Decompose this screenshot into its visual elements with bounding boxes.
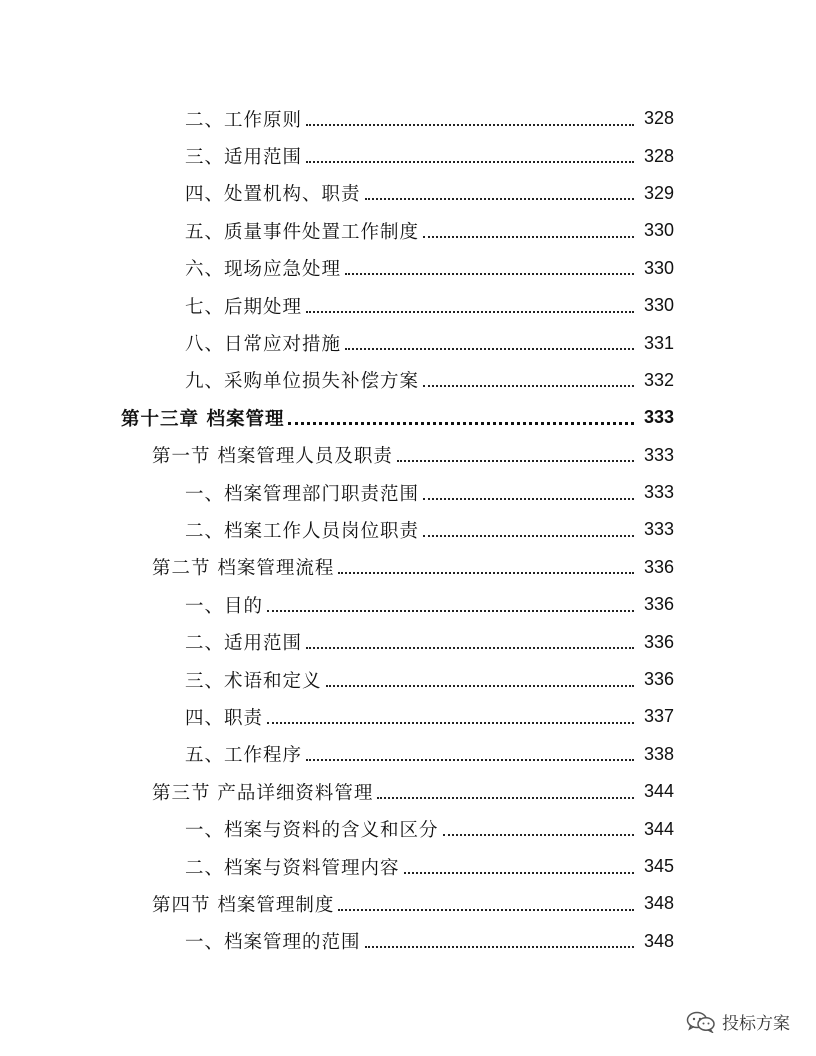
toc-entry-page: 337: [643, 706, 674, 727]
toc-entry-page: 330: [643, 257, 674, 278]
toc-entry-page: 336: [643, 556, 674, 577]
dot-leader: [288, 422, 634, 425]
dot-leader: [326, 685, 634, 687]
toc-entry-label: 一、档案管理部门职责范围: [185, 483, 420, 505]
dot-leader: [423, 385, 634, 387]
toc-entry[interactable]: [185, 474, 674, 511]
toc-chapter-label: 第十三章 档案管理: [121, 408, 285, 430]
dot-leader: [338, 909, 634, 911]
toc-entry-label: 三、术语和定义: [185, 670, 322, 692]
dot-leader: [443, 834, 634, 836]
toc-entry-label: 五、工作程序: [185, 745, 303, 767]
toc-entry[interactable]: [185, 923, 674, 960]
toc-entry-page: 328: [643, 108, 674, 129]
dot-leader: [306, 161, 634, 163]
toc-entry[interactable]: [185, 848, 674, 885]
wechat-icon: [686, 1011, 716, 1033]
toc-entry-label: 二、档案工作人员岗位职责: [185, 520, 420, 542]
toc-entry-page: 333: [643, 444, 674, 465]
dot-leader: [267, 610, 634, 612]
dot-leader: [365, 946, 634, 948]
toc-section-label: 第二节 档案管理流程: [152, 558, 335, 580]
toc-entry[interactable]: [185, 511, 674, 548]
toc-entry[interactable]: [185, 362, 674, 399]
toc-entry[interactable]: [185, 287, 674, 324]
toc-entry-page: 333: [643, 519, 674, 540]
dot-leader: [404, 872, 634, 874]
table-of-contents: [0, 100, 816, 960]
toc-entry-label: 一、档案与资料的含义和区分: [185, 820, 439, 842]
toc-entry-label: 八、日常应对措施: [185, 334, 342, 356]
toc-entry[interactable]: [185, 137, 674, 174]
dot-leader: [306, 311, 634, 313]
toc-entry-page: 336: [643, 631, 674, 652]
toc-entry-page: 344: [643, 818, 674, 839]
toc-entry[interactable]: [185, 661, 674, 698]
toc-entry-label: 三、适用范围: [185, 147, 303, 169]
toc-entry-page: 336: [643, 669, 674, 690]
toc-entry-page: 333: [643, 407, 674, 428]
toc-section-label: 第一节 档案管理人员及职责: [152, 446, 393, 468]
dot-leader: [306, 647, 634, 649]
toc-section-entry[interactable]: [152, 549, 674, 586]
toc-entry-label: 二、工作原则: [185, 109, 303, 131]
toc-entry[interactable]: [185, 623, 674, 660]
dot-leader: [267, 722, 634, 724]
dot-leader: [306, 759, 634, 761]
dot-leader: [397, 460, 634, 462]
toc-entry[interactable]: [185, 175, 674, 212]
toc-entry[interactable]: [185, 250, 674, 287]
toc-entry-page: 338: [643, 743, 674, 764]
toc-entry-page: 345: [643, 856, 674, 876]
toc-entry[interactable]: [185, 736, 674, 773]
toc-section-entry[interactable]: [152, 773, 674, 810]
toc-entry-label: 六、现场应急处理: [185, 259, 342, 281]
watermark-text: 投标方案: [722, 1014, 790, 1034]
toc-entry-label: 七、后期处理: [185, 296, 303, 318]
toc-entry-page: 344: [643, 781, 674, 802]
toc-entry-label: 九、采购单位损失补偿方案: [185, 371, 420, 393]
toc-section-label: 第三节 产品详细资料管理: [152, 782, 374, 804]
dot-leader: [423, 236, 634, 238]
dot-leader: [423, 535, 634, 537]
toc-entry[interactable]: [185, 810, 674, 847]
toc-entry-label: 二、档案与资料管理内容: [185, 857, 400, 879]
toc-entry-label: 一、目的: [185, 595, 264, 617]
toc-entry-page: 336: [643, 594, 674, 615]
dot-leader: [338, 572, 634, 574]
toc-section-label: 第四节 档案管理制度: [152, 894, 335, 916]
toc-entry[interactable]: [185, 324, 674, 361]
toc-entry-page: 328: [643, 145, 674, 166]
toc-entry-label: 四、处置机构、职责: [185, 184, 361, 206]
toc-entry[interactable]: [185, 212, 674, 249]
toc-entry-page: 329: [643, 182, 674, 203]
dot-leader: [345, 273, 634, 275]
toc-section-entry[interactable]: [152, 885, 674, 922]
dot-leader: [345, 348, 634, 350]
toc-entry-label: 五、质量事件处置工作制度: [185, 221, 420, 243]
toc-entry-page: 332: [643, 369, 674, 390]
watermark: [686, 1009, 790, 1034]
toc-section-entry[interactable]: [152, 437, 674, 474]
toc-entry-page: 348: [643, 893, 674, 914]
toc-chapter-entry[interactable]: [121, 399, 674, 436]
toc-entry-label: 四、职责: [185, 707, 264, 729]
dot-leader: [365, 198, 634, 200]
dot-leader: [423, 498, 634, 500]
toc-entry-page: 348: [643, 930, 674, 951]
toc-entry[interactable]: [185, 586, 674, 623]
toc-entry-page: 330: [643, 295, 674, 316]
dot-leader: [377, 797, 634, 799]
toc-entry-page: 331: [643, 332, 674, 353]
toc-entry-label: 二、适用范围: [185, 633, 303, 655]
toc-entry[interactable]: [185, 100, 674, 137]
dot-leader: [306, 124, 634, 126]
toc-entry-page: 330: [643, 220, 674, 241]
toc-entry-page: 333: [643, 482, 674, 503]
toc-entry[interactable]: [185, 698, 674, 735]
toc-entry-label: 一、档案管理的范围: [185, 932, 361, 954]
